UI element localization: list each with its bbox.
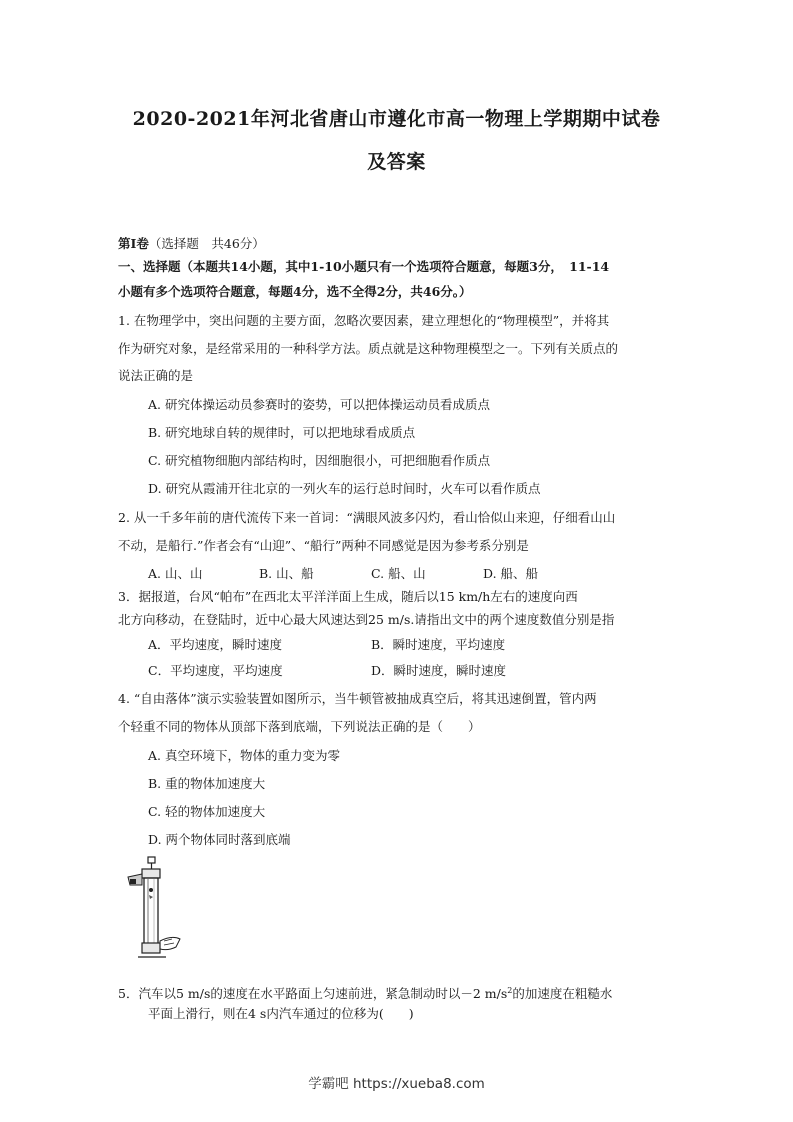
q1-stem-line2: 作为研究对象，是经常采用的一种科学方法。质点就是这种物理模型之一。下列有关质点的 [118, 341, 619, 356]
q1-option-c: C. 研究植物细胞内部结构时，因细胞很小，可把细胞看作质点 [148, 453, 491, 468]
q3-option-b: B．瞬时速度，平均速度 [371, 637, 506, 652]
section-detail: （选择题 共46分） [148, 236, 265, 251]
q3-option-d: D．瞬时速度，瞬时速度 [371, 663, 507, 678]
newton-tube-figure [120, 855, 186, 963]
q2-option-c: C. 船、山 [371, 566, 426, 581]
q5-stem-line1 [118, 983, 612, 1002]
q4-option-b: B. 重的物体加速度大 [148, 776, 266, 791]
q5-stem-line1-text-a: 5．汽车以5 m/s的速度在水平路面上匀速前进，紧急制动时以－2 m/s [118, 986, 508, 1002]
q1-option-b: B. 研究地球自转的规律时，可以把地球看成质点 [148, 425, 416, 440]
q4-option-d: D. 两个物体同时落到底端 [148, 832, 291, 847]
q1-option-d: D. 研究从霞浦开往北京的一列火车的运行总时间时，火车可以看作质点 [148, 481, 541, 496]
footer-watermark: 学霸吧 https://xueba8.com [308, 1076, 485, 1092]
q2-stem-line2: 不动，是船行.”作者会有“山迎”、“船行”两种不同感觉是因为参考系分别是 [118, 538, 529, 553]
q4-stem-line1: 4. “自由落体”演示实验装置如图所示，当牛顿管被抽成真空后，将其迅速倒置，管内两 [118, 691, 597, 706]
q3-option-c: C．平均速度，平均速度 [148, 663, 283, 678]
q2-option-b: B. 山、船 [259, 566, 314, 581]
q4-option-c: C. 轻的物体加速度大 [148, 804, 266, 819]
q5-stem-line2: 平面上滑行，则在4 s内汽车通过的位移为( ) [148, 1006, 414, 1021]
q3-stem-line2: 北方向移动，在登陆时，近中心最大风速达到25 m/s.请指出文中的两个速度数值分别是指 [118, 612, 615, 627]
q4-stem-line2: 个轻重不同的物体从顶部下落到底端，下列说法正确的是（ ） [118, 719, 481, 734]
q3-stem-line1: 3．据报道，台风“帕布”在西北太平洋洋面上生成，随后以15 km/h左右的速度向西 [118, 589, 578, 604]
q2-option-a: A. 山、山 [148, 566, 203, 581]
section-label: 第Ⅰ卷 [118, 236, 149, 251]
q1-stem-line1: 1. 在物理学中，突出问题的主要方面，忽略次要因素，建立理想化的“物理模型”，并将其 [118, 313, 610, 328]
q2-stem-line1: 2. 从一千多年前的唐代流传下来一首词：“满眼风波多闪灼，看山恰似山来迎，仔细看山山 [118, 510, 616, 525]
instructions-line1: 一、选择题（本题共14小题，其中1-10小题只有一个选项符合题意，每题3分， 11-14 [118, 259, 610, 274]
q5-unit-exponent: 2 [507, 986, 513, 995]
document-title-line1: 2020-2021年河北省唐山市遵化市高一物理上学期期中试卷 [132, 108, 661, 130]
instructions-line2: 小题有多个选项符合题意，每题4分，选不全得2分，共46分。） [118, 284, 472, 299]
q2-option-d: D. 船、船 [483, 566, 539, 581]
section-header [118, 236, 265, 252]
q5-stem-line1-text-b: 的加速度在粗糙水 [512, 986, 613, 1002]
q1-stem-line3: 说法正确的是 [118, 368, 194, 383]
q3-option-a: A．平均速度，瞬时速度 [148, 637, 283, 652]
document-title-line2: 及答案 [367, 151, 426, 173]
q1-option-a: A. 研究体操运动员参赛时的姿势，可以把体操运动员看成质点 [148, 397, 490, 412]
q4-option-a: A. 真空环境下，物体的重力变为零 [148, 748, 340, 763]
